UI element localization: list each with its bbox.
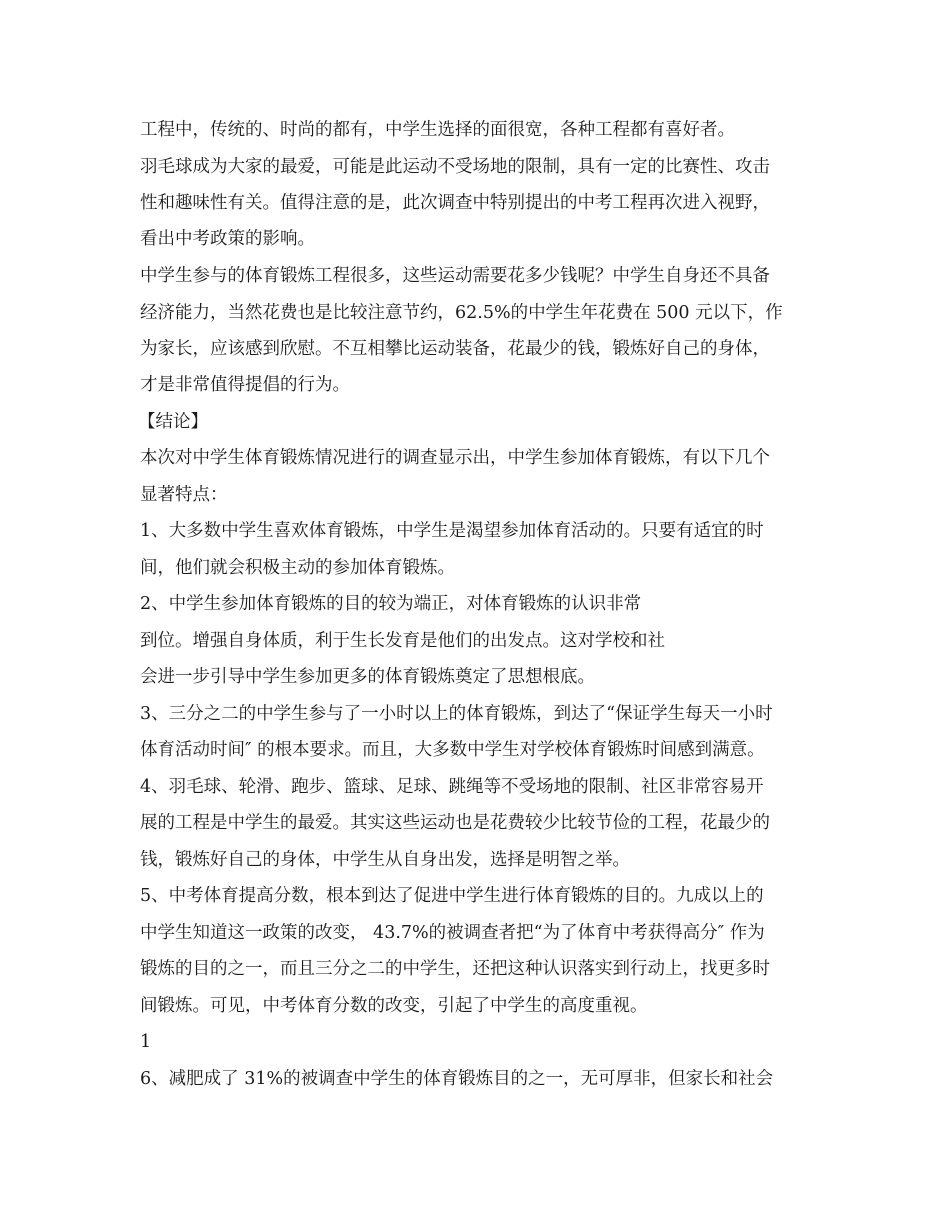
list-item-line: 3、三分之二的中学生参与了一小时以上的体育锻炼，到达了“保证学生每天一小时 (140, 704, 773, 724)
list-item-line: 5、中考体育提高分数，根本到达了促进中学生进行体育锻炼的目的。九成以上的 (140, 886, 764, 906)
list-item-line: 到位。增强自身体质，利于生长发育是他们的出发点。这对学校和社 (140, 631, 665, 651)
list-item-line: 4、羽毛球、轮滑、跑步、篮球、足球、跳绳等不受场地的限制、社区非常容易开 (140, 777, 764, 797)
page-number: 1 (140, 1032, 152, 1052)
list-item-line: 1、大多数中学生喜欢体育锻炼，中学生是渴望参加体育活动的。只要有适宜的时 (140, 521, 764, 541)
paragraph-line: 工程中，传统的、时尚的都有，中学生选择的面很宽，各种工程都有喜好者。 (140, 120, 735, 140)
paragraph-line: 经济能力，当然花费也是比较注意节约，62.5%的中学生年花费在 500 元以下，作 (140, 303, 783, 323)
list-item-line: 间，他们就会积极主动的参加体育锻炼。 (140, 558, 455, 578)
section-heading-conclusion: 【结论】 (138, 412, 208, 432)
list-item-line: 会进一步引导中学生参加更多的体育锻炼奠定了思想根底。 (140, 667, 595, 687)
list-item-line: 2、中学生参加体育锻炼的目的较为端正，对体育锻炼的认识非常 (140, 594, 642, 614)
paragraph-line: 中学生参与的体育锻炼工程很多，这些运动需要花多少钱呢？中学生自身还不具备 (140, 266, 770, 286)
paragraph-line: 看出中考政策的影响。 (140, 229, 315, 249)
paragraph-line: 羽毛球成为大家的最爱，可能是此运动不受场地的限制，具有一定的比赛性、攻击 (140, 157, 770, 177)
list-item-line: 间锻炼。可见，中考体育分数的改变，引起了中学生的高度重视。 (140, 996, 648, 1016)
paragraph-line: 性和趣味性有关。值得注意的是，此次调查中特别提出的中考工程再次进入视野， (140, 193, 770, 213)
list-item-line: 展的工程是中学生的最爱。其实这些运动也是花费较少比较节俭的工程，花最少的 (140, 813, 770, 833)
list-item-line: 6、减肥成了 31%的被调查中学生的体育锻炼目的之一，无可厚非，但家长和社会 (140, 1069, 774, 1089)
list-item-line: 锻炼的目的之一，而且三分之二的中学生，还把这种认识落实到行动上，找更多时 (140, 959, 770, 979)
list-item-line: 中学生知道这一政策的改变， 43.7%的被调查者把“为了体育中考获得高分″ 作为 (140, 923, 765, 943)
list-item-line: 体育活动时间″ 的根本要求。而且，大多数中学生对学校体育锻炼时间感到满意。 (140, 740, 765, 760)
paragraph-line: 本次对中学生体育锻炼情况进行的调查显示出，中学生参加体育锻炼，有以下几个 (140, 448, 770, 468)
paragraph-line: 为家长，应该感到欣慰。不互相攀比运动装备，花最少的钱，锻炼好自己的身体， (140, 339, 770, 359)
paragraph-line: 显著特点： (140, 485, 228, 505)
paragraph-line: 才是非常值得提倡的行为。 (140, 375, 350, 395)
list-item-line: 钱，锻炼好自己的身体，中学生从自身出发，选择是明智之举。 (140, 850, 630, 870)
